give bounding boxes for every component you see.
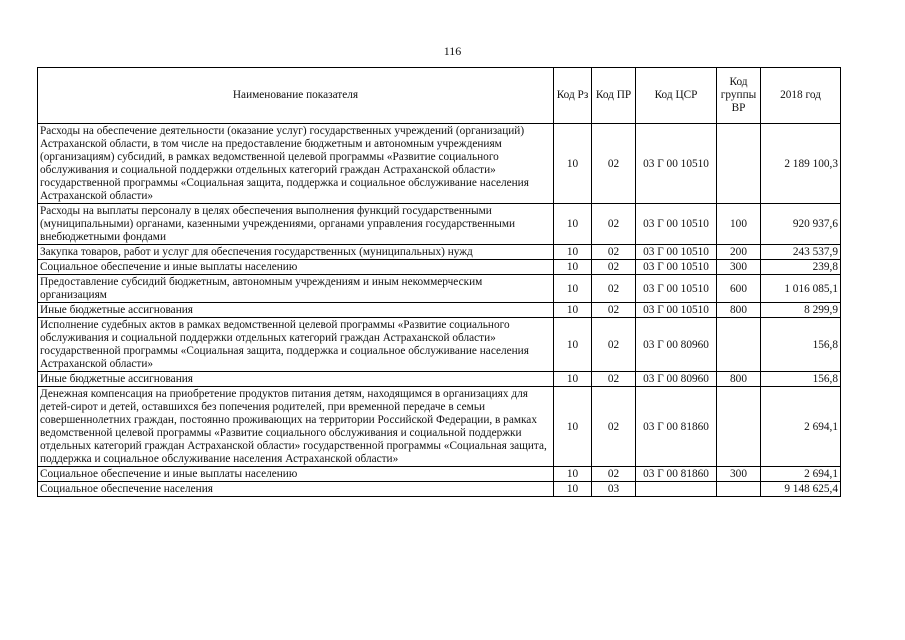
row-csr: 03 Г 00 10510 bbox=[636, 245, 717, 260]
header-csr: Код ЦСР bbox=[636, 68, 717, 124]
row-rz: 10 bbox=[554, 303, 592, 318]
row-amount: 1 016 085,1 bbox=[761, 275, 841, 303]
row-vr: 300 bbox=[717, 467, 761, 482]
row-csr: 03 Г 00 10510 bbox=[636, 260, 717, 275]
row-vr bbox=[717, 387, 761, 467]
table-row bbox=[38, 372, 841, 387]
row-csr: 03 Г 00 10510 bbox=[636, 124, 717, 204]
row-csr: 03 Г 00 10510 bbox=[636, 275, 717, 303]
table-row bbox=[38, 467, 841, 482]
row-pr: 02 bbox=[592, 275, 636, 303]
row-pr: 02 bbox=[592, 124, 636, 204]
row-vr: 300 bbox=[717, 260, 761, 275]
table-row bbox=[38, 482, 841, 497]
row-name: Иные бюджетные ассигнования bbox=[38, 303, 554, 318]
row-vr bbox=[717, 482, 761, 497]
row-amount: 243 537,9 bbox=[761, 245, 841, 260]
row-pr: 03 bbox=[592, 482, 636, 497]
row-name: Исполнение судебных актов в рамках ведомственной целевой программы «Развитие социального обслуживания и социальной поддержки отдельных категорий граждан Астраханской области» государственной программы «Социальная защита, поддержка и социальное обслуживание населения Астраханской области» bbox=[38, 318, 554, 372]
table-row bbox=[38, 260, 841, 275]
row-amount: 2 189 100,3 bbox=[761, 124, 841, 204]
row-csr: 03 Г 00 80960 bbox=[636, 318, 717, 372]
row-pr: 02 bbox=[592, 204, 636, 245]
row-rz: 10 bbox=[554, 387, 592, 467]
table-header-row bbox=[38, 68, 841, 124]
row-pr: 02 bbox=[592, 372, 636, 387]
row-rz: 10 bbox=[554, 245, 592, 260]
row-name: Денежная компенсация на приобретение продуктов питания детям, находящимся в организациях для детей-сирот и детей, оставшихся без попечения родителей, при временной передаче в семьи совершеннолетних граждан, постоянно проживающих на территории Российской Федерации, в рамках ведомственной целевой программы «Развитие социального обслуживания и социальной поддержки отдельных категорий граждан Астраханской области» государственной программы «Социальная защита, поддержка и социальное обслуживание населения Астраханской области» bbox=[38, 387, 554, 467]
row-name: Социальное обеспечение и иные выплаты населению bbox=[38, 260, 554, 275]
row-rz: 10 bbox=[554, 318, 592, 372]
row-rz: 10 bbox=[554, 260, 592, 275]
row-pr: 02 bbox=[592, 303, 636, 318]
table-row bbox=[38, 303, 841, 318]
row-vr: 100 bbox=[717, 204, 761, 245]
row-name: Иные бюджетные ассигнования bbox=[38, 372, 554, 387]
row-name: Закупка товаров, работ и услуг для обеспечения государственных (муниципальных) нужд bbox=[38, 245, 554, 260]
row-rz: 10 bbox=[554, 482, 592, 497]
row-pr: 02 bbox=[592, 467, 636, 482]
row-name: Расходы на обеспечение деятельности (оказание услуг) государственных учреждений (организаций) Астраханской области, в том числе на предоставление бюджетным и автономным учреждениям (организациям) субсидий, в рамках ведомственной целевой программы «Развитие социального обслуживания и социальной поддержки отдельных категорий граждан Астраханской области» государственной программы «Социальная защита, поддержка и социальное обслуживание населения Астраханской области» bbox=[38, 124, 554, 204]
row-amount: 920 937,6 bbox=[761, 204, 841, 245]
row-amount: 239,8 bbox=[761, 260, 841, 275]
table-row bbox=[38, 124, 841, 204]
row-amount: 156,8 bbox=[761, 372, 841, 387]
table-row bbox=[38, 387, 841, 467]
row-vr: 200 bbox=[717, 245, 761, 260]
row-rz: 10 bbox=[554, 467, 592, 482]
row-rz: 10 bbox=[554, 124, 592, 204]
table-row bbox=[38, 318, 841, 372]
row-rz: 10 bbox=[554, 372, 592, 387]
row-csr: 03 Г 00 10510 bbox=[636, 204, 717, 245]
row-amount: 2 694,1 bbox=[761, 467, 841, 482]
row-csr: 03 Г 00 81860 bbox=[636, 467, 717, 482]
table-row bbox=[38, 245, 841, 260]
row-rz: 10 bbox=[554, 204, 592, 245]
row-vr bbox=[717, 318, 761, 372]
row-name: Социальное обеспечение населения bbox=[38, 482, 554, 497]
row-vr: 600 bbox=[717, 275, 761, 303]
header-pr: Код ПР bbox=[592, 68, 636, 124]
header-vr: Код группы ВР bbox=[717, 68, 761, 124]
table-row bbox=[38, 275, 841, 303]
row-vr bbox=[717, 124, 761, 204]
row-csr: 03 Г 00 81860 bbox=[636, 387, 717, 467]
row-rz: 10 bbox=[554, 275, 592, 303]
row-vr: 800 bbox=[717, 303, 761, 318]
row-csr bbox=[636, 482, 717, 497]
row-name: Расходы на выплаты персоналу в целях обеспечения выполнения функций государственными (муниципальными) органами, казенными учреждениями, органами управления государственными внебюджетными фондами bbox=[38, 204, 554, 245]
row-amount: 9 148 625,4 bbox=[761, 482, 841, 497]
row-name: Предоставление субсидий бюджетным, автономным учреждениям и иным некоммерческим организациям bbox=[38, 275, 554, 303]
row-csr: 03 Г 00 10510 bbox=[636, 303, 717, 318]
header-year: 2018 год bbox=[761, 68, 841, 124]
row-amount: 8 299,9 bbox=[761, 303, 841, 318]
budget-table bbox=[37, 67, 841, 497]
row-pr: 02 bbox=[592, 245, 636, 260]
row-vr: 800 bbox=[717, 372, 761, 387]
row-amount: 156,8 bbox=[761, 318, 841, 372]
table-row bbox=[38, 204, 841, 245]
page-number: 116 bbox=[443, 44, 462, 58]
row-pr: 02 bbox=[592, 260, 636, 275]
row-pr: 02 bbox=[592, 318, 636, 372]
row-amount: 2 694,1 bbox=[761, 387, 841, 467]
row-csr: 03 Г 00 80960 bbox=[636, 372, 717, 387]
row-name: Социальное обеспечение и иные выплаты населению bbox=[38, 467, 554, 482]
header-name: Наименование показателя bbox=[38, 68, 554, 124]
row-pr: 02 bbox=[592, 387, 636, 467]
header-rz: Код Рз bbox=[554, 68, 592, 124]
